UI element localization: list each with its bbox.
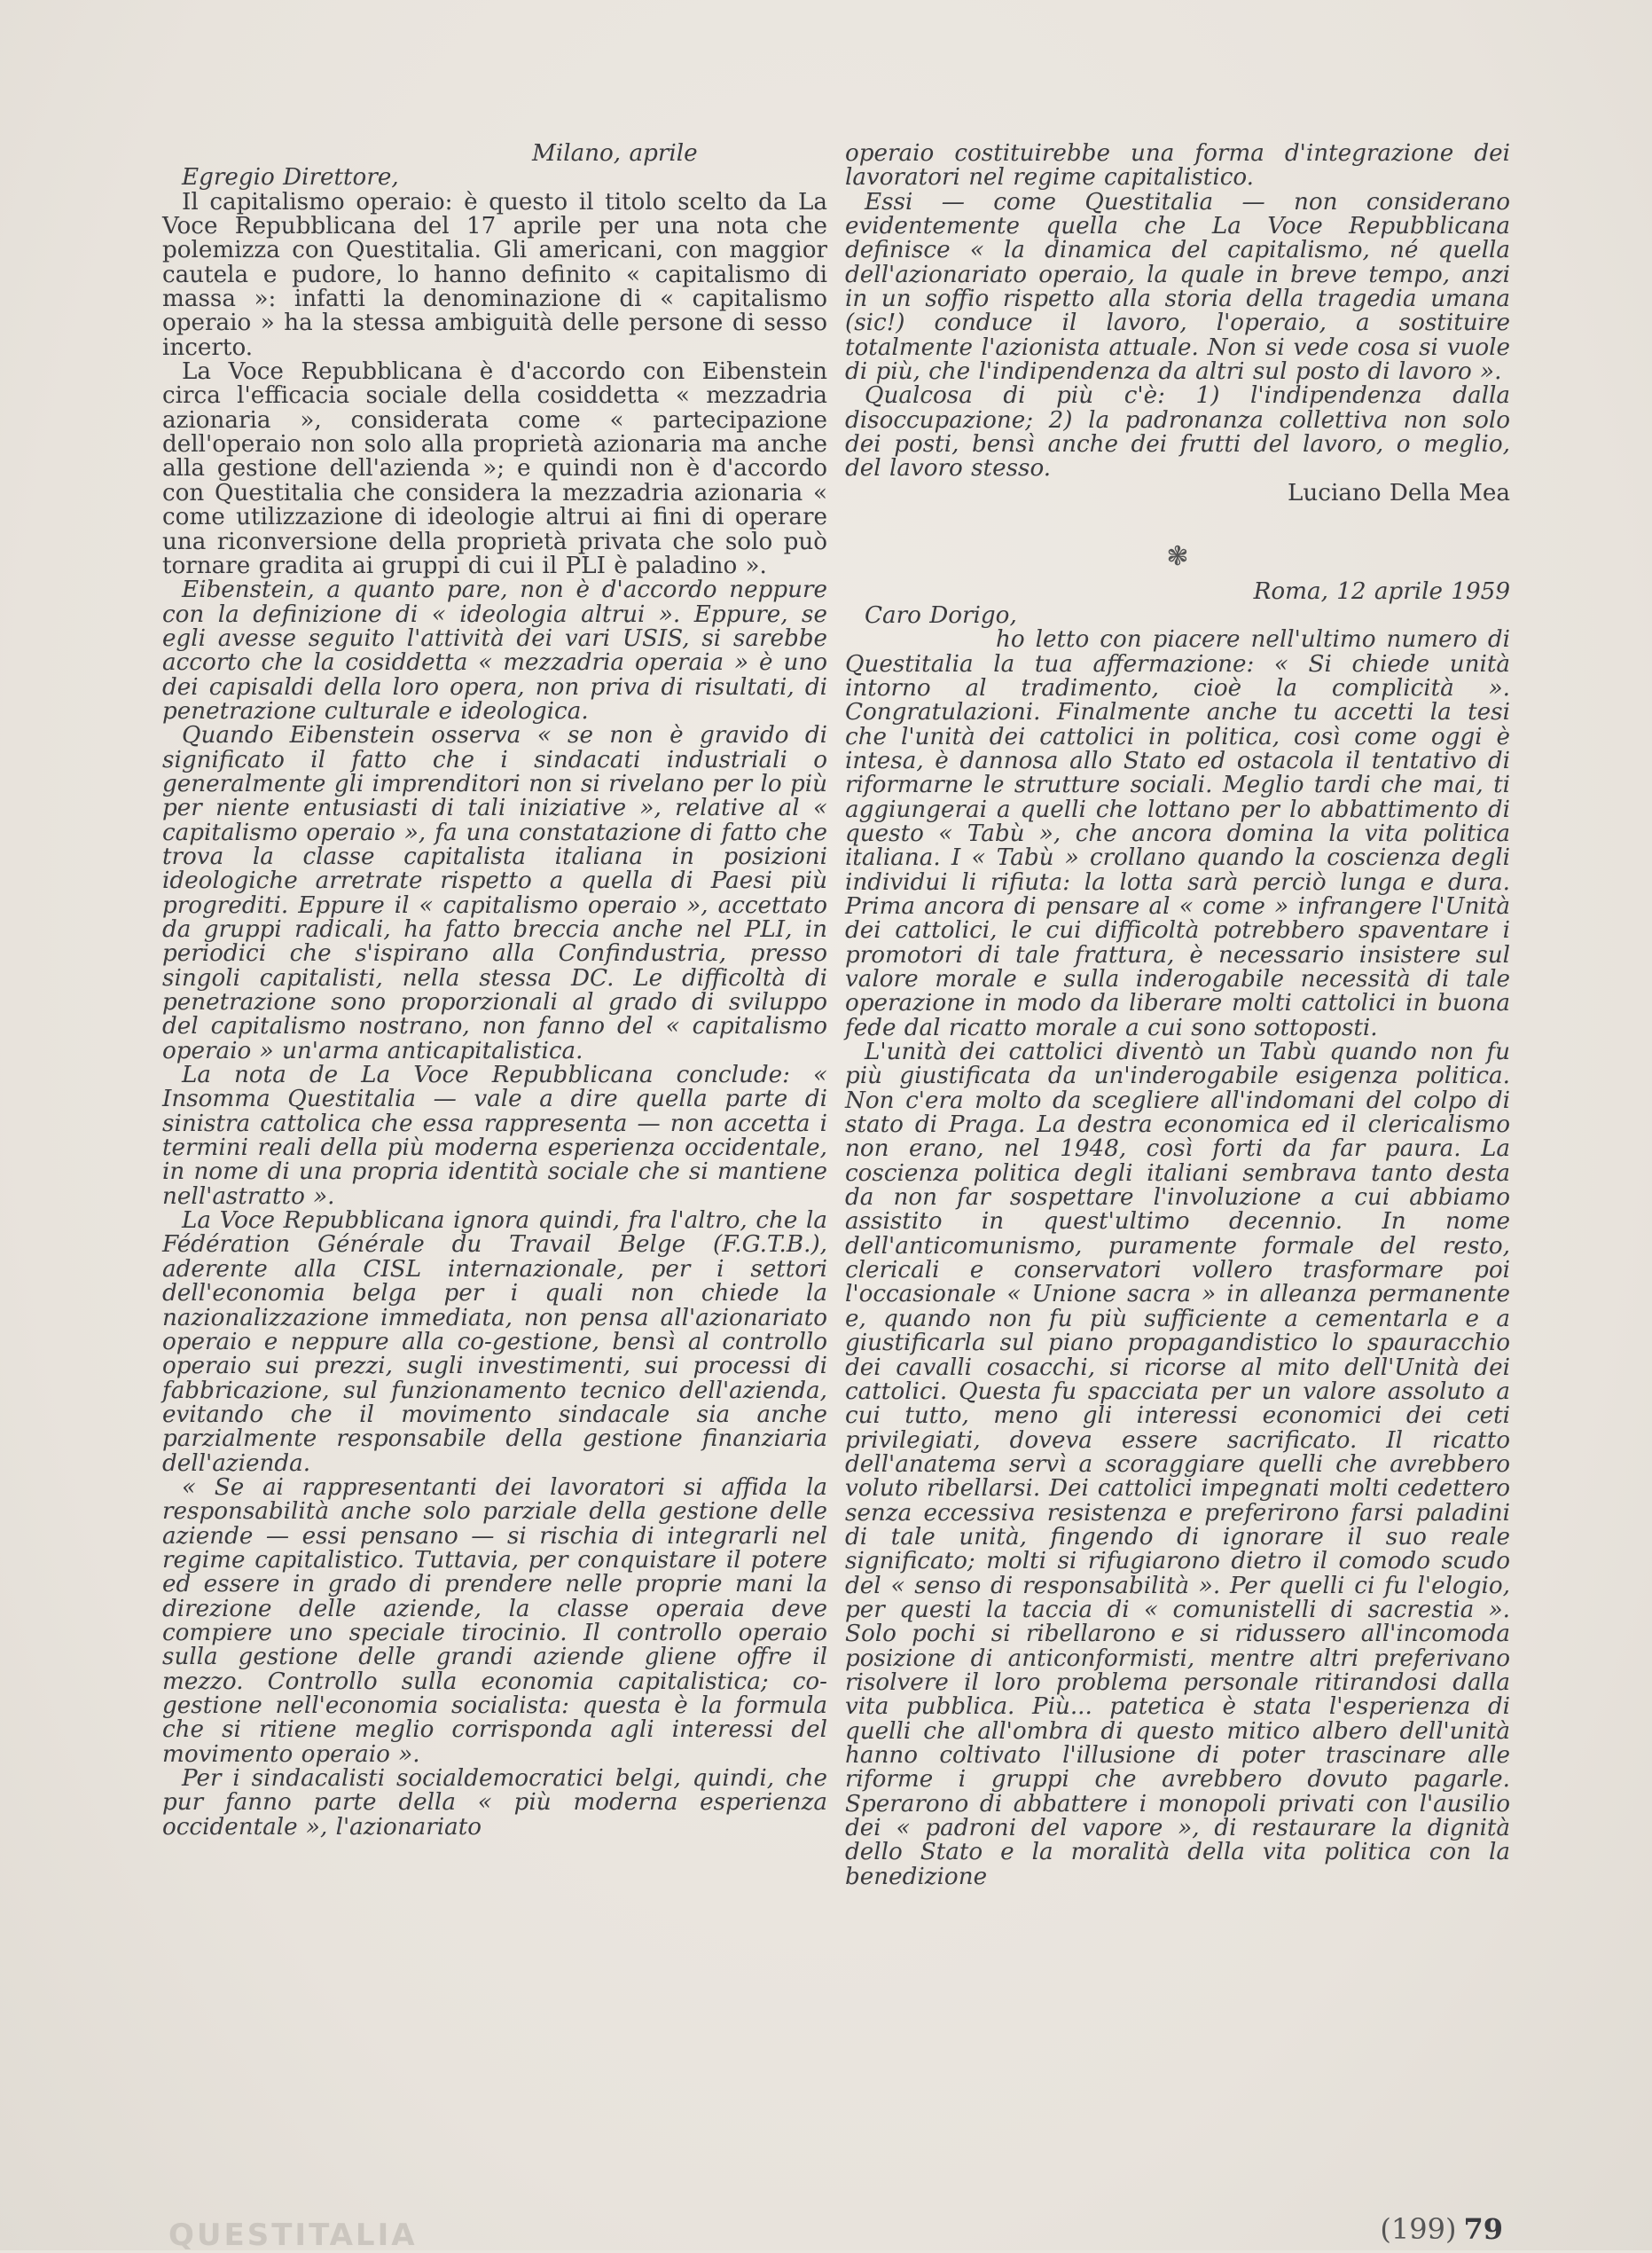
- left-paragraph-2: La Voce Repubblicana è d'accordo con Eibenstein circa l'efficacia sociale della cosiddetta « mezzadria azionaria », considerata come « partecipazione dell'operaio non solo alla proprietà azionaria ma anche alla gestione dell'azienda »; e quindi non è d'accordo con Questitalia che considera la mezzadria azionaria « come utilizzazione di ideologie altrui ai fini di operare una riconversione della proprietà privata che solo può tornare gradita ai gruppi di cui il PLI è paladino ».: [162, 358, 827, 579]
- right-continuation-3: Qualcosa di più c'è: 1) l'indipendenza dalla disoccupazione; 2) la padronanza collettiva non solo dei posti, bensì anche dei frutti del lavoro, o meglio, del lavoro stesso.: [845, 382, 1510, 483]
- place-date-roma: Roma, 12 aprile 1959: [1253, 577, 1510, 605]
- left-paragraph-1: Il capitalismo operaio: è questo il titolo scelto da La Voce Repubblicana del 17 aprile per una nota che polemizza con Questitalia. Gli americani, con maggior cautela e pudore, lo hanno definito « capitalismo di massa »: infatti la denominazione di « capitalismo operaio » ha la stessa ambiguità delle persone di sesso incerto.: [162, 188, 827, 361]
- page-footer: [1380, 2212, 1503, 2246]
- section-separator-icon: ❃: [1166, 541, 1189, 573]
- salutation-right: Caro Dorigo,: [865, 601, 1017, 629]
- right-continuation-1: operaio costituirebbe una forma d'integrazione dei lavoratori nel regime capitalistico.: [845, 140, 1510, 192]
- left-paragraph-3: Eibenstein, a quanto pare, non è d'accordo neppure con la definizione di « ideologia altrui ». Eppure, se egli avesse seguito l'attività dei vari USIS, si sarebbe accorto che la cosiddetta « mezzadria operaia » è uno dei capisaldi della loro opera, non priva di risultati, di penetrazione culturale e ideologica.: [162, 577, 827, 725]
- right-column: [845, 142, 1510, 1889]
- left-paragraph-4: Quando Eibenstein osserva « se non è gravido di significato il fatto che i sindacati industriali o generalmente gli imprenditori non si rivelano per lo più per niente entusiasti di tali iniziative », relative al « capitalismo operaio », fa una constatazione di fatto che trova la classe capitalista italiana in posizioni ideologiche arretrate rispetto a quella di Paesi più progrediti. Eppure il « capitalismo operaio », accettato da gruppi radicali, ha fatto breccia anche nel PLI, in periodici che s'ispirano alla Confindustria, presso singoli capitalisti, nella stessa DC. Le difficoltà di penetrazione sono proporzionali al grado di sviluppo del capitalismo nostrano, non fanno del « capitalismo operaio » un'arma anticapitalistica.: [162, 722, 827, 1064]
- page-number: 79: [1463, 2212, 1503, 2246]
- left-paragraph-5: La nota de La Voce Repubblicana conclude: « Insomma Questitalia — vale a dire quella parte di sinistra cattolica che essa rappresenta — non accetta i termini reali della più moderna esperienza occidentale, in nome di una propria identità sociale che si mantiene nell'astratto ».: [162, 1062, 827, 1210]
- right-paragraph-1: ho letto con piacere nell'ultimo numero di Questitalia la tua affermazione: « Si chiede unità intorno al tradimento, cioè la complicità ». Congratulazioni. Finalmente anche tu accetti la tesi che l'unità dei cattolici in politica, così come oggi è intesa, è dannosa allo Stato ed ostacola il tentativo di riformarne le strutture sociali. Meglio tardi che mai, ti aggiungerai a quelli che lottano per lo abbattimento di questo « Tabù », che ancora domina la vita politica italiana. I « Tabù » crollano quando la coscienza degli individui li rifiuta: la lotta sarà perciò lunga e dura. Prima ancora di pensare al « come » infrangere l'Unità dei cattolici, le cui difficoltà potrebbero spaventare i promotori di tale frattura, è necessario insistere sul valore morale e sulla inderogabile necessità di tale operazione in modo da liberare molti cattolici in buona fede dal ricatto morale a cui sono sottoposti.: [845, 626, 1510, 1041]
- right-continuation-2: Essi — come Questitalia — non considerano evidentemente quella che La Voce Repubblicana definisce « la dinamica del capitalismo, né quella dell'azionariato operaio, la quale in breve tempo, anzi in un soffio rispetto alla storia della tragedia umana (sic!) conduce il lavoro, l'operaio, a sostituire totalmente l'azionista attuale. Non si vede cosa si vuole di più, che l'indipendenza da altri sul posto di lavoro ».: [845, 188, 1510, 386]
- left-paragraph-7: « Se ai rappresentanti dei lavoratori si affida la responsabilità anche solo parziale della gestione delle aziende — essi pensano — si rischia di integrarli nel regime capitalistico. Tuttavia, per conquistare il potere ed essere in grado di prendere nelle proprie mani la direzione delle aziende, la classe operaia deve compiere uno speciale tirocinio. Il controllo operaio sulla gestione delle grandi aziende gliene offre il mezzo. Controllo sulla economia capitalistica; co-gestione nell'economia socialista: questa è la formula che si ritiene meglio corrisponda agli interessi del movimento operaio ».: [162, 1473, 827, 1768]
- signature-della-mea: Luciano Della Mea: [1288, 479, 1510, 506]
- left-paragraph-8: Per i sindacalisti socialdemocratici belgi, quindi, che pur fanno parte della « più moderna esperienza occidentale », l'azionariato: [162, 1765, 827, 1841]
- left-paragraph-6: La Voce Repubblicana ignora quindi, fra l'altro, che la Fédération Générale du Travail Belge (F.G.T.B.), aderente alla CISL internazionale, per i settori dell'economia belga per i quali non chiede la nazionalizzazione immediata, non pensa all'azionariato operaio e neppure alla co-gestione, bensì al controllo operaio sui prezzi, sugli investimenti, sui processi di fabbricazione, sul funzionamento tecnico dell'azienda, evitando che il movimento sindacale sia anche parzialmente responsabile della gestione finanziaria dell'azienda.: [162, 1207, 827, 1477]
- issue-reference: (199): [1380, 2212, 1457, 2246]
- masthead-footer: QUESTITALIA: [168, 2218, 418, 2253]
- salutation-left: Egregio Direttore,: [182, 164, 399, 192]
- right-paragraph-2: L'unità dei cattolici diventò un Tabù quando non fu più giustificata da un'inderogabile esigenza politica. Non c'era molto da scegliere all'indomani del colpo di stato di Praga. La destra economica ed il clericalismo non erano, nel 1948, così forti da far paura. La coscienza politica degli italiani sembrava tanto desta da non far sospettare l'involuzione a cui abbiamo assistito in quest'ultimo decennio. In nome dell'anticomunismo, puramente formale del resto, clericali e conservatori vollero trasformare poi l'occasionale « Unione sacra » in alleanza permanente e, quando non fu più sufficiente a cementarla e a giustificarla sul piano propagandistico lo spauracchio dei cavalli cosacchi, si ricorse al mito dell'Unità dei cattolici. Questa fu spacciata per un valore assoluto a cui tutto, meno gli interessi economici dei ceti privilegiati, doveva essere sacrificato. Il ricatto dell'anatema servì a scoraggiare quelli che avrebbero voluto ribellarsi. Dei cattolici impegnati molti cedettero senza eccessiva resistenza e preferirono farsi paladini di tale unità, fingendo di ignorare il suo reale significato; molti si rifugiarono dietro il comodo scudo del « senso di responsabilità ». Per quelli ci fu l'elogio, per questi la taccia di « comunistelli di sacrestia ». Solo pochi si ribellarono e si ridussero all'incomoda posizione di anticonformisti, mentre altri preferivano risolvere il loro problema personale ritirandosi dalla vita pubblica. Più... patetica è stata l'esperienza di quelli che all'ombra di questo mitico albero dell'unità hanno coltivato l'illusione di poter trascinare alle riforme i gruppi che avrebbero dovuto pagarle. Sperarono di abbattere i monopoli privati con l'ausilio dei « padroni del vapore », di restaurare la dignità dello Stato e la moralità della vita politica con la benedizione: [845, 1039, 1510, 1890]
- place-date-milano: Milano, aprile: [532, 140, 698, 167]
- left-column: [162, 142, 827, 1840]
